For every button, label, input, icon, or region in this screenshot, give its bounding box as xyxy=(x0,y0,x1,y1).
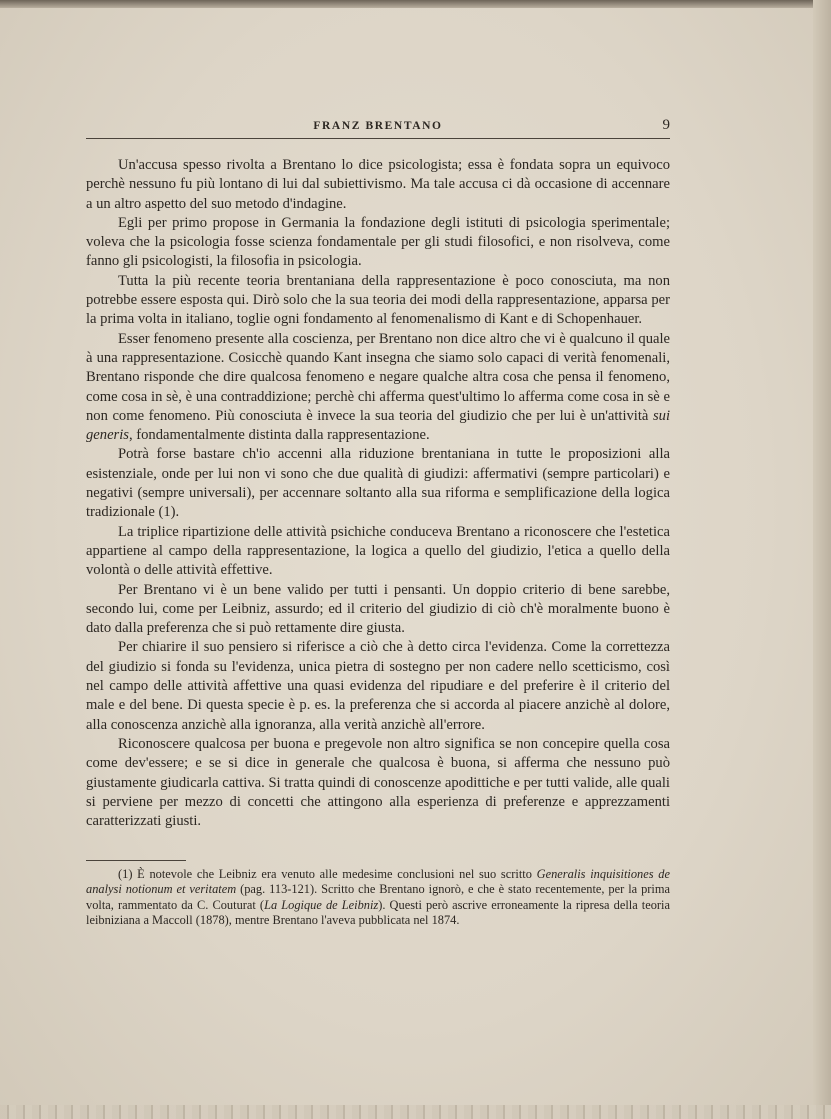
italic-text: La Logique de Leibniz xyxy=(264,897,379,912)
running-head: FRANZ BRENTANO xyxy=(313,120,443,132)
paragraph xyxy=(86,156,670,214)
paragraph xyxy=(86,638,670,734)
italic-text: Generalis inquisitiones de analysi notionum et veritatem xyxy=(86,867,670,897)
page-top-edge xyxy=(0,0,831,8)
text-run: ). Questi però ascrive erroneamente la ripresa della teoria leibniziana a Maccoll (1878), mentre Brentano l'aveva pubblicata nel 1874. xyxy=(86,897,670,928)
text-run: Potrà forse bastare ch'io accenni alla riduzione brentaniana in tutte le proposizioni alla esistenziale, onde per lui non vi sono che due qualità di giudizi: affermativi (sempre particolari) e negativi (sempre universali), per accennare soltanto alla sua riforma e semplificazione della logica tradizionale (1). xyxy=(86,446,670,521)
text-run: Tutta la più recente teoria brentaniana della rappresentazione è poco conosciuta, ma non potrebbe essere esposta qui. Dirò solo che la sua teoria dei modi della rappresentazione, apparsa per la prima volta in italiano, toglie ogni fondamento al fenomenalismo di Kant e di Schopenhauer. xyxy=(86,272,670,328)
text-run: Per chiarire il suo pensiero si riferisce a ciò che à detto circa l'evidenza. Come la correttezza del giudizio si fonda su l'evidenza, unica pietra di sostegno per non cadere nello scetticismo, così nel campo delle attività affettive una quasi evidenza del ripudiare e del preferire è il criterio del male e del bene. Di questa specie è p. es. la preferenza che si accorda al piacere anzichè al dolore, alla conoscenza anzichè alla ignoranza, alla verità anzichè all'errore. xyxy=(86,639,670,733)
footnotes xyxy=(86,867,670,929)
page-number: 9 xyxy=(662,117,670,133)
footnote-rule xyxy=(86,860,186,861)
paragraph xyxy=(86,523,670,581)
paragraph xyxy=(86,214,670,272)
text-run: Esser fenomeno presente alla coscienza, per Brentano non dice altro che vi è qualcuno il quale à una rappresentazione. Cosicchè quando Kant insegna che siamo solo capaci di verità fenomenali, Brentano risponde che dire qualcosa fenomeno e negare qualche altra cosa che pensa il fenomeno, come cosa in sè, è una contraddizione; perchè chi afferma quest'ultimo lo afferma come cosa in sè e non come fenomeno. Più conosciuta è invece la sua teoria del giudizio che per lui è un'attività xyxy=(86,330,670,424)
paragraph xyxy=(86,445,670,522)
text-run: La triplice ripartizione delle attività psichiche conduceva Brentano a riconoscere che l'estetica appartiene al campo della rappresentazione, la logica a quello del giudizio, l'etica a quello della volontà o delle attività effettive. xyxy=(86,523,670,579)
page-bottom-edge xyxy=(0,1105,831,1119)
paragraph xyxy=(86,330,670,446)
text-run: Per Brentano vi è un bene valido per tutti i pensanti. Un doppio criterio di bene sarebbe, secondo lui, come per Leibniz, assurdo; ed il criterio del giudizio di ciò ch'è moralmente buono è dato dalla preferenza che si può rettamente dire giusta. xyxy=(86,581,670,637)
text-run: (pag. 113-121). Scritto che Brentano ignorò, e che è stato recentemente, per la prima volta, rammentato da C. Couturat ( xyxy=(86,882,670,912)
page-header xyxy=(86,118,670,139)
page-right-edge xyxy=(813,0,831,1119)
italic-text: sui generis xyxy=(86,407,670,444)
body-text xyxy=(86,156,670,831)
text-run: Un'accusa spesso rivolta a Brentano lo dice psicologista; essa è fondata sopra un equivoco perchè nessuno fu più lontano di lui dal subiettivismo. Ma tale accusa ci dà occasione di accennare a un altro aspetto del suo metodo d'indagine. xyxy=(86,157,670,212)
text-run: , fondamentalmente distinta dalla rappresentazione. xyxy=(128,427,430,444)
text-run: (1) È notevole che Leibniz era venuto alle medesime conclusioni nel suo scritto xyxy=(118,867,537,881)
paragraph xyxy=(86,581,670,639)
footnote xyxy=(86,867,670,929)
paragraph xyxy=(86,735,670,831)
text-run: Riconoscere qualcosa per buona e pregevole non altro significa se non concepire quella cosa come dev'essere; e se si dice in generale che qualcosa è buona, si afferma che nessuno può giustamente giudicarla cattiva. Si tratta quindi di conoscenze apodittiche e per tutti valide, alle quali si perviene per mezzo di concetti che attingono alla esperienza di preferenze e apprezzamenti caratterizzati giusti. xyxy=(86,735,670,830)
text-run: Egli per primo propose in Germania la fondazione degli istituti di psicologia sperimentale; voleva che la psicologia fosse scienza fondamentale per gli studi filosofici, e non risolveva, come fanno gli psicologisti, la filosofia in psicologia. xyxy=(86,214,670,270)
paragraph xyxy=(86,272,670,330)
